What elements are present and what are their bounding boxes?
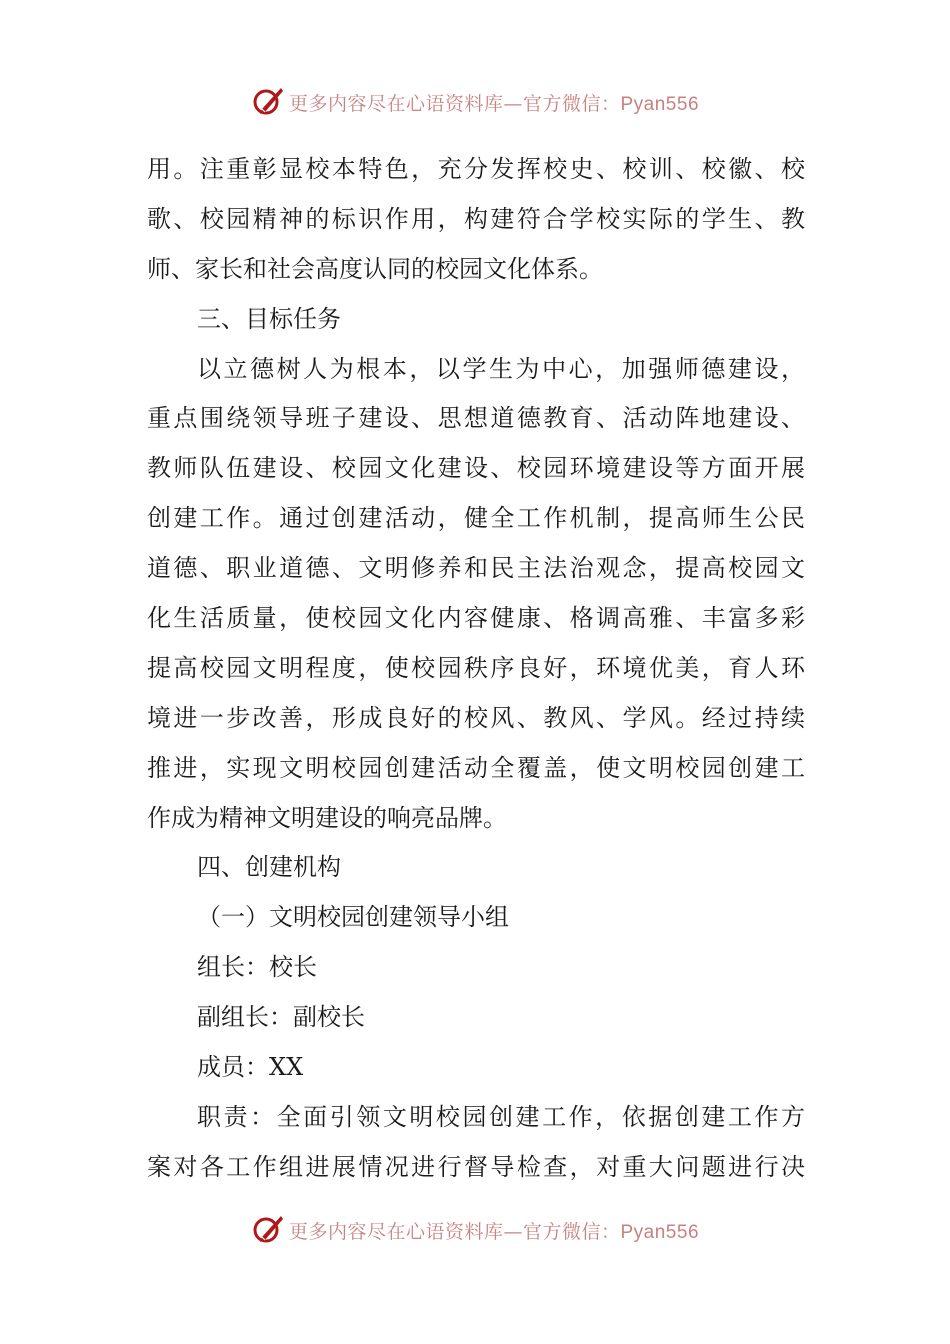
quill-logo-icon: [251, 1213, 285, 1247]
wechat-id: Pyan556: [620, 93, 700, 115]
document-body: [147, 145, 805, 1193]
header-banner: [0, 82, 950, 122]
paragraph-line: 化生活质量，使校园文化内容健康、格调高雅、丰富多彩: [147, 604, 805, 633]
subsection-heading: （一）文明校园创建领导小组: [197, 903, 509, 932]
section-heading: 四、创建机构: [197, 853, 341, 882]
paragraph-line: 用。注重彰显校本特色，充分发挥校史、校训、校徽、校: [147, 155, 805, 183]
banner-text: 更多内容尽在心语资料库—官方微信：Pyan556: [288, 1220, 700, 1243]
paragraph-line: 重点围绕领导班子建设、思想道德教育、活动阵地建设、: [147, 404, 805, 433]
section-heading: 三、目标任务: [197, 304, 341, 333]
paragraph-line: 作成为精神文明建设的响亮品牌。: [147, 803, 507, 832]
paragraph-line: 提高校园文明程度，使校园秩序良好，环境优美，育人环: [147, 653, 805, 682]
paragraph-line: 职责：全面引领文明校园创建工作，依据创建工作方: [197, 1102, 805, 1131]
paragraph-line: 师、家长和社会高度认同的校园文化体系。: [147, 254, 603, 283]
banner-text: 更多内容尽在心语资料库—官方微信：Pyan556: [288, 92, 700, 115]
wechat-id: Pyan556: [620, 1221, 700, 1243]
paragraph-line: 推进，实现文明校园创建活动全覆盖，使文明校园创建工: [147, 753, 805, 782]
paragraph-line: 案对各工作组进展情况进行督导检查，对重大问题进行决: [147, 1152, 805, 1181]
paragraph-line: 歌、校园精神的标识作用，构建符合学校实际的学生、教: [147, 204, 805, 233]
role-members: 成员：XX: [197, 1053, 304, 1082]
paragraph-line: 境进一步改善，形成良好的校风、教风、学风。经过持续: [147, 703, 805, 732]
quill-logo-icon: [251, 85, 285, 119]
role-leader: 组长：校长: [197, 953, 317, 982]
paragraph-line: 道德、职业道德、文明修养和民主法治观念，提高校园文: [147, 554, 805, 583]
paragraph-line: 创建工作。通过创建活动，健全工作机制，提高师生公民: [147, 504, 805, 533]
paragraph-line: 教师队伍建设、校园文化建设、校园环境建设等方面开展: [147, 454, 805, 483]
role-deputy-leader: 副组长：副校长: [197, 1003, 365, 1032]
paragraph-line: 以立德树人为根本，以学生为中心，加强师德建设，: [197, 354, 805, 383]
footer-banner: [0, 1210, 950, 1250]
